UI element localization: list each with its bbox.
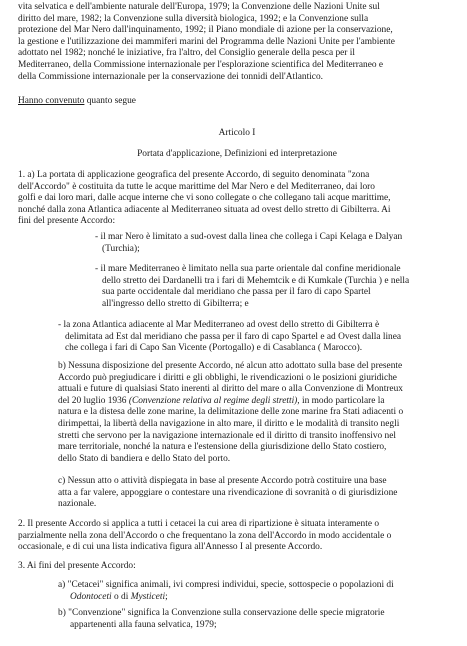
paragraph-line: - il mar Nero è limitato a sud-ovest dalla linea che collega i Capi Kelaga e Dalyan [95,232,403,242]
paragraph-line: 3. Ai fini del presente Accordo: [18,561,136,571]
paragraph-line: occasionale, e di cui una lista indicativa figura all'Annesso I al presente Accordo. [18,542,323,553]
paragraph-line: sua parte occidentale dal meridiano che passa per il faro di capo Spartel [102,287,371,298]
paragraph-line: dell'Accordo" è costituita da tutte le acque marittime del Mar Nero e del Mediterraneo, dai loro [18,181,375,192]
paragraph-2 [18,519,456,554]
paragraph-line: c) Nessun atto o attività dispiegata in base al presente Accordo potrà costituire una base [58,476,387,486]
paragraph-line: 2. Il presente Accordo si applica a tutti i cetacei la cui area di ripartizione è situata interamente o [18,519,380,529]
paragraph-line-mixed [58,396,456,408]
convention-title-italic: (Convenzione relativa al regime degli stretti), [128,395,300,406]
article-title [18,128,456,140]
paragraph-line: che collega i fari di Capo San Vicente (Portogallo) e di Casablanca ( Marocco). [65,343,363,354]
preamble-line: protezione del Mar Nero dall'inquinamento, 1992; il Piano mondiale di azione per la conservazione, [18,25,393,36]
article-subtitle [18,149,456,161]
paragraph-line: b) "Convenzione" significa la Convenzione sulla conservazione delle specie migratorie [58,608,385,618]
agreed-rest: quanto segue [84,96,136,106]
preamble-line: la gestione e l'utilizzazione dei mammiferi marini del Programma delle Nazioni Unite per l'ambiente [18,36,395,47]
paragraph-line: nazionale. [58,499,97,510]
preamble-line: vita selvatica e dell'ambiente naturale dell'Europa, 1979; la Convenzione delle Nazioni Unite sul [18,2,380,12]
definition-atlantic-zone [58,320,456,355]
paragraph-line: all'ingresso dello stretto di Gibilterra; e [102,298,249,309]
paragraph-line: natura e la distesa delle zone marine, la delimitazione delle zone marine fra Stati adiacenti o [58,407,404,418]
article-title-text: Articolo I [218,128,256,138]
definition-cetacei [58,580,456,603]
paragraph-line: dirimpettai, la libertà della navigazione in alto mare, il diritto e le modalità di transito negli [58,418,400,429]
agreed-line [18,96,318,108]
paragraph-line: - la zona Atlantica adiacente al Mar Mediterraneo ad ovest dello stretto di Gibilterra è [58,320,380,330]
paragraph-line: b) Nessuna disposizione del presente Accordo, né alcun atto adottato sulla base del presente [58,361,403,371]
paragraph-line: fini del presente Accordo: [18,216,116,227]
paragraph-line: parzialmente nella zona dell'Accordo o che frequentano la zona dell'Accordo in modo accidentale o [18,530,392,541]
taxon-italic: Mysticeti [130,591,166,602]
text-segment: ; [165,591,168,602]
definition-convenzione [58,608,456,631]
paragraph-line: stretti che servono per la navigazione internazionale ed il diritto di transito inoffensivo nel [58,430,397,441]
preamble-line: adottato nel 1982; nonché le iniziative, fra l'altro, del Consiglio generale della pesca per il [18,48,355,59]
paragraph-3-intro [18,561,456,573]
preamble-line: diritto del mare, 1982; la Convenzione sulla diversità biologica, 1992; e la Convenzione sulla [18,13,369,24]
paragraph-line: nonché dalla zona Atlantica adiacente al Mediterraneo situata ad ovest dello stretto di Gibilterra. Ai [18,204,391,215]
text-segment: in modo particolare la [299,395,385,406]
paragraph-line: (Turchia); [102,243,140,254]
preamble-line: Mediterraneo, della Commissione internazionale per l'esplorazione scientifica del Mediterraneo e [18,59,384,70]
preamble-paragraph [18,2,456,83]
paragraph-1b [58,361,456,465]
paragraph-line: appartenenti alla fauna selvatica, 1979; [70,619,217,630]
paragraph-line: atta a far valere, appoggiare o contestare una rivendicazione di sovranità o di giurisdizione [58,487,398,498]
text-segment: o di [111,591,131,602]
definition-mediterranean [95,264,455,310]
paragraph-line: mare territoriale, nonché la natura e l'estensione della giurisdizione dello Stato costiero, [58,442,387,453]
paragraph-line-mixed [58,592,456,604]
agreed-underlined: Hanno convenuto [18,96,85,106]
paragraph-line: golfi e dai loro mari, dalle acque interne che vi sono collegate o che collegano tali acque marittime, [18,193,391,204]
paragraph-line: - il mare Mediterraneo è limitato nella sua parte orientale dal confine meridionale [95,264,401,274]
preamble-line: della Commissione internazionale per la conservazione dei tonnidi dell'Atlantico. [18,71,323,82]
paragraph-line: dello stretto dei Dardanelli tra i fari di Mehemtcik e di Kumkale (Turchia ) e nella [102,275,410,286]
definition-black-sea [95,232,455,255]
paragraph-line: attuali e future di qualsiasi Stato inerenti al diritto del mare o alla Convenzione di Montreux [58,384,403,395]
paragraph-line: dello Stato di bandiera e dello Stato del porto. [58,453,231,464]
text-segment: del 20 luglio 1936 [58,395,129,406]
paragraph-line: a) "Cetacei" significa animali, ivi compresi individui, specie, sottospecie o popolazioni di [58,580,394,590]
paragraph-1c [58,476,456,511]
article-subtitle-text: Portata d'applicazione, Definizioni ed interpretazione [137,149,337,159]
paragraph-line: Accordo può pregiudicare i diritti e gli obblighi, le rivendicazioni o le posizioni giuridiche [58,372,397,383]
taxon-italic: Odontoceti [70,591,112,602]
paragraph-1a [18,170,456,228]
paragraph-line: 1. a) La portata di applicazione geografica del presente Accordo, di seguito denominata "zona [18,170,370,180]
paragraph-line: delimitata ad Est dal meridiano che passa per il faro di capo Spartel e ad Ovest dalla linea [65,331,402,342]
